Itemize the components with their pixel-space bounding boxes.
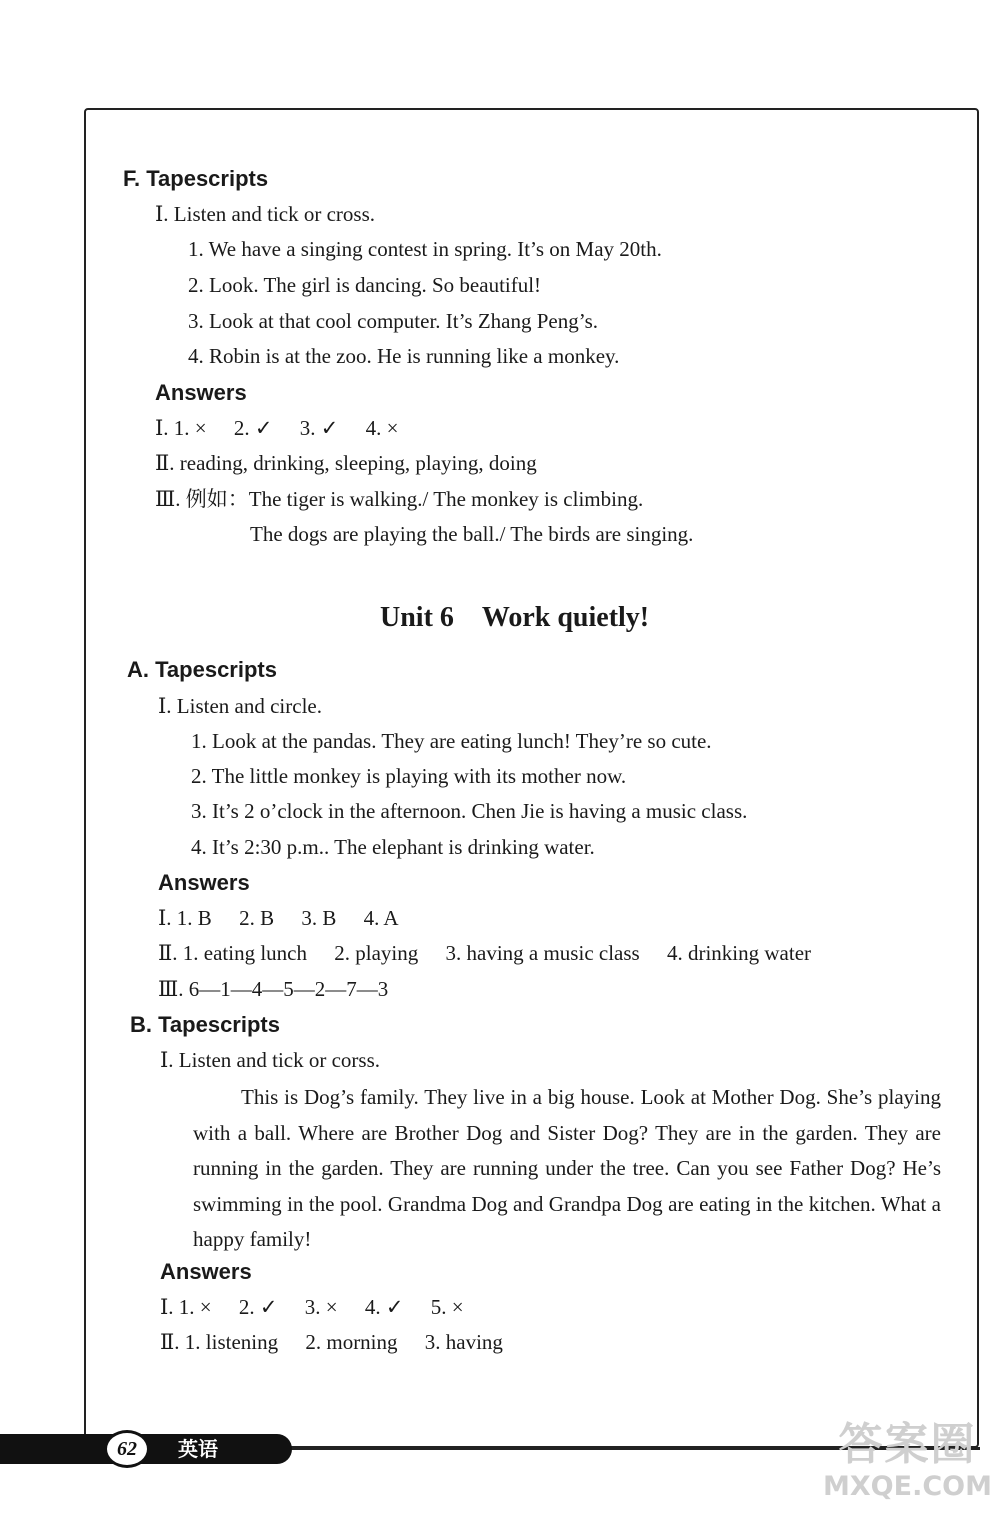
f-item-4: 4. Robin is at the zoo. He is running like a monkey.: [188, 344, 620, 368]
b-answer-row-1: [160, 1294, 464, 1320]
b-answers-title: Answers: [160, 1259, 252, 1284]
f-answers-title: Answers: [155, 380, 247, 405]
section-b-part1: Ⅰ. Listen and tick or corss.: [160, 1048, 380, 1072]
section-a-title: A. Tapescripts: [127, 657, 277, 682]
watermark-line1: 答案圈: [838, 1419, 977, 1470]
b-ans1-a: Ⅰ. 1. ×: [160, 1295, 212, 1319]
a-ans2-c: 3. having a music class: [445, 941, 640, 965]
a-item-2: 2. The little monkey is playing with its mother now.: [191, 764, 627, 788]
a-answer-row-3: Ⅲ. 6—1—4—5—2—7—3: [158, 977, 389, 1001]
b-ans2-b: 2. morning: [305, 1330, 398, 1354]
a-item-4: 4. It’s 2:30 p.m.. The elephant is drinking water.: [191, 835, 595, 859]
f-item-1: 1. We have a singing contest in spring. It’s on May 20th.: [188, 237, 662, 261]
b-ans1-d: 4. ✓: [364, 1295, 404, 1319]
a-ans1-b: 2. B: [239, 906, 275, 930]
f-answer-row-2: Ⅱ. reading, drinking, sleeping, playing, doing: [155, 451, 537, 475]
b-ans1-c: 3. ×: [304, 1295, 338, 1319]
a-answer-row-1: [158, 905, 399, 931]
a-ans1-a: Ⅰ. 1. B: [158, 906, 212, 930]
f-answer-row-3b: The dogs are playing the ball./ The birds are singing.: [250, 522, 694, 546]
a-ans2-d: 4. drinking water: [666, 941, 812, 965]
f-answer-row-1: [155, 415, 398, 441]
f-item-2: 2. Look. The girl is dancing. So beautiful!: [188, 273, 542, 297]
page-number: 62: [104, 1430, 150, 1468]
b-ans1-b: 2. ✓: [238, 1295, 278, 1319]
b-ans2-a: Ⅱ. 1. listening: [160, 1330, 279, 1354]
b-answer-row-2: [160, 1329, 503, 1355]
section-b-title: B. Tapescripts: [130, 1012, 280, 1037]
section-f-part1: Ⅰ. Listen and tick or cross.: [155, 202, 375, 226]
a-ans2-b: 2. playing: [334, 941, 419, 965]
a-answer-row-2: [158, 940, 811, 966]
a-answers-title: Answers: [158, 870, 250, 895]
b-ans1-e: 5. ×: [430, 1295, 464, 1319]
f-ans1-c: 3. ✓: [299, 416, 339, 440]
f-item-3: 3. Look at that cool computer. It’s Zhang Peng’s.: [188, 309, 599, 333]
section-a-part1: Ⅰ. Listen and circle.: [158, 694, 322, 718]
a-item-3: 3. It’s 2 o’clock in the afternoon. Chen Jie is having a music class.: [191, 799, 748, 823]
b-paragraph: This is Dog’s family. They live in a big house. Look at Mother Dog. She’s playing with a ball. Where are Brother Dog and Sister Dog? They are in the garden. They are running in the garden. They are running under the tree. Can you see Father Dog? He’s swimming in the pool. Grandma Dog and Grandpa Dog are eating in the kitchen. What a happy family!: [193, 1085, 941, 1251]
a-ans1-c: 3. B: [301, 906, 337, 930]
f-ans1-a: Ⅰ. 1. ×: [155, 416, 207, 440]
watermark-line2: MXQE.COM: [823, 1471, 992, 1502]
b-ans2-c: 3. having: [424, 1330, 503, 1354]
section-f-title: F. Tapescripts: [123, 166, 269, 191]
unit-title: Unit 6 Work quietly!: [380, 602, 650, 633]
a-ans1-d: 4. A: [363, 906, 399, 930]
a-ans2-a: Ⅱ. 1. eating lunch: [158, 941, 307, 965]
watermark-logo: [820, 1420, 995, 1515]
subject-label: 英语: [178, 1437, 218, 1461]
a-item-1: 1. Look at the pandas. They are eating lunch! They’re so cute.: [191, 729, 712, 753]
f-answer-row-3a: Ⅲ. 例如：The tiger is walking./ The monkey is climbing.: [155, 487, 644, 511]
f-ans1-b: 2. ✓: [233, 416, 273, 440]
f-ans1-d: 4. ×: [365, 416, 399, 440]
